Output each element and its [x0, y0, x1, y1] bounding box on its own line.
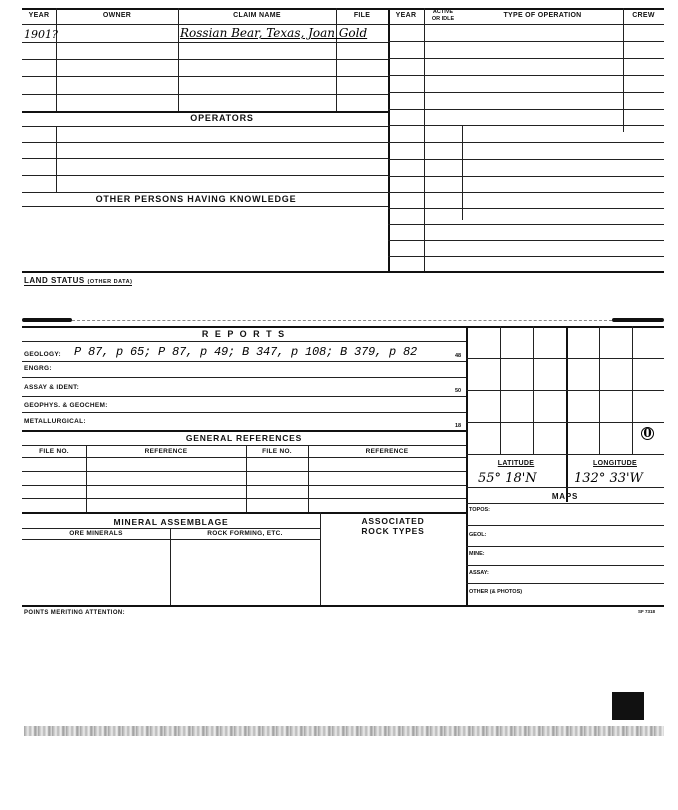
header-or-idle: OR IDLE — [431, 16, 455, 22]
row-line — [22, 430, 466, 432]
associated-rock-types — [320, 516, 466, 536]
center-divider — [388, 8, 390, 272]
scan-block — [612, 692, 644, 720]
maps-geol: GEOL: — [469, 532, 487, 538]
top-table-bottom — [22, 271, 664, 273]
row-line — [22, 142, 388, 143]
geology-value: P 87, p 65; P 87, p 49; B 347, p 108; B 379, p 82 — [74, 345, 418, 359]
land-status-sub: (OTHER DATA) — [87, 279, 133, 285]
maps-topos: TOPOS: — [469, 507, 490, 513]
row-line — [388, 125, 664, 126]
row-line — [22, 126, 388, 127]
row-line — [22, 377, 466, 378]
geology-num: 48 — [455, 353, 462, 359]
circle-mark: 0 — [641, 427, 654, 440]
latitude-value: 55° 18'N — [478, 471, 537, 486]
row-line — [388, 58, 664, 59]
metallurgical-num: 18 — [455, 423, 462, 429]
assay-label: ASSAY & IDENT: — [24, 384, 80, 391]
row-line — [388, 159, 664, 160]
associated-label: ASSOCIATED — [361, 516, 425, 526]
gr-header-file-no: FILE NO. — [39, 448, 69, 455]
scan-mark — [612, 318, 664, 322]
grid-line — [466, 503, 664, 504]
row-line — [388, 142, 664, 143]
row-line — [22, 528, 320, 529]
gr-header-reference: REFERENCE — [144, 448, 188, 455]
form-code: SF 7318 — [638, 609, 656, 614]
reports-title: R E P O R T S — [201, 329, 287, 339]
gr-header-file-no-2: FILE NO. — [262, 448, 292, 455]
longitude-label: LONGITUDE — [593, 460, 637, 467]
divider — [56, 8, 57, 112]
row-line — [388, 256, 664, 257]
assay-num: 50 — [455, 388, 462, 394]
latitude-label: LATITUDE — [497, 460, 535, 467]
row-line — [388, 192, 664, 193]
divider — [623, 8, 624, 132]
top-border — [22, 8, 664, 10]
row-line — [22, 512, 466, 514]
other-persons-label: OTHER PERSONS HAVING KNOWLEDGE — [95, 194, 297, 204]
header-year: YEAR — [28, 12, 50, 19]
gr-header-reference-2: REFERENCE — [365, 448, 409, 455]
row-line — [22, 175, 388, 176]
grid-line — [466, 390, 664, 391]
grid-line — [466, 487, 664, 488]
grid-line — [466, 546, 664, 547]
row-line — [388, 224, 664, 225]
row-line — [22, 361, 466, 362]
row-line — [22, 457, 466, 458]
land-status-label — [24, 276, 132, 286]
reports-bottom-border — [22, 605, 664, 607]
row-line — [22, 341, 466, 342]
header-bottom-line — [22, 24, 664, 25]
maps-mine: MINE: — [469, 551, 485, 557]
row1-claim-name: Rossian Bear, Texas, Joan Gold — [180, 26, 368, 40]
mineral-assemblage-title: MINERAL ASSEMBLAGE — [113, 517, 229, 527]
row-line — [22, 158, 388, 159]
points-meriting-attention: POINTS MERITING ATTENTION: — [24, 610, 126, 616]
row-line — [388, 92, 664, 93]
header-crew: CREW — [632, 12, 655, 19]
grid-line — [466, 565, 664, 566]
row-line — [22, 471, 466, 472]
geology-label: GEOLOGY: — [24, 351, 61, 358]
divider — [424, 8, 425, 272]
header-claim-name: CLAIM NAME — [233, 12, 281, 19]
header-active-idle — [424, 9, 462, 23]
divider — [178, 8, 179, 112]
scan-mark — [22, 318, 72, 322]
row-line — [388, 75, 664, 76]
divider — [336, 8, 337, 112]
row-line — [22, 192, 388, 193]
ore-minerals-header: ORE MINERALS — [69, 530, 123, 537]
divider — [308, 445, 309, 512]
divider — [462, 125, 463, 220]
row-line — [22, 445, 466, 446]
row-line — [22, 498, 466, 499]
scan-dash — [72, 320, 612, 321]
rock-types-label: ROCK TYPES — [361, 526, 425, 536]
rock-forming-header: ROCK FORMING, ETC. — [207, 530, 283, 537]
row-line — [22, 206, 388, 207]
maps-other: OTHER (& PHOTOS) — [469, 589, 523, 595]
maps-title: MAPS — [551, 492, 579, 501]
header-type-of-operation: TYPE OF OPERATION — [503, 12, 582, 19]
grid-line — [466, 583, 664, 584]
row1-year: 1901? — [24, 28, 58, 41]
maps-assay: ASSAY: — [469, 570, 489, 576]
grid-line — [466, 454, 664, 455]
row-line — [388, 208, 664, 209]
scan-noise-band — [24, 726, 664, 736]
row-line — [22, 76, 388, 77]
divider — [246, 445, 247, 512]
row-line — [388, 109, 664, 110]
grid-line — [466, 525, 664, 526]
row-line — [22, 59, 388, 60]
metallurgical-label: METALLURGICAL: — [24, 418, 86, 425]
row-line — [388, 41, 664, 42]
geophys-label: GEOPHYS. & GEOCHEM: — [24, 402, 108, 409]
header-owner: OWNER — [102, 12, 132, 19]
general-references-title: GENERAL REFERENCES — [185, 433, 303, 443]
row-line — [388, 240, 664, 241]
row-line — [22, 485, 466, 486]
longitude-value: 132° 33'W — [574, 471, 643, 486]
header-active: ACTIVE — [432, 9, 454, 15]
divider — [170, 528, 171, 605]
row-line — [388, 176, 664, 177]
row-line — [22, 94, 388, 95]
row-line — [22, 396, 466, 397]
divider — [86, 445, 87, 512]
grid-line — [566, 326, 568, 502]
engrg-label: ENGRG: — [24, 365, 52, 372]
row-line — [22, 539, 320, 540]
grid-line — [466, 358, 664, 359]
divider — [56, 126, 57, 192]
operators-label: OPERATORS — [190, 113, 254, 123]
row-line — [22, 412, 466, 413]
header-year-2: YEAR — [395, 12, 417, 19]
row-line — [22, 42, 388, 43]
header-file: FILE — [353, 12, 371, 19]
grid-line — [466, 422, 664, 423]
land-status-text: LAND STATUS — [24, 276, 85, 285]
